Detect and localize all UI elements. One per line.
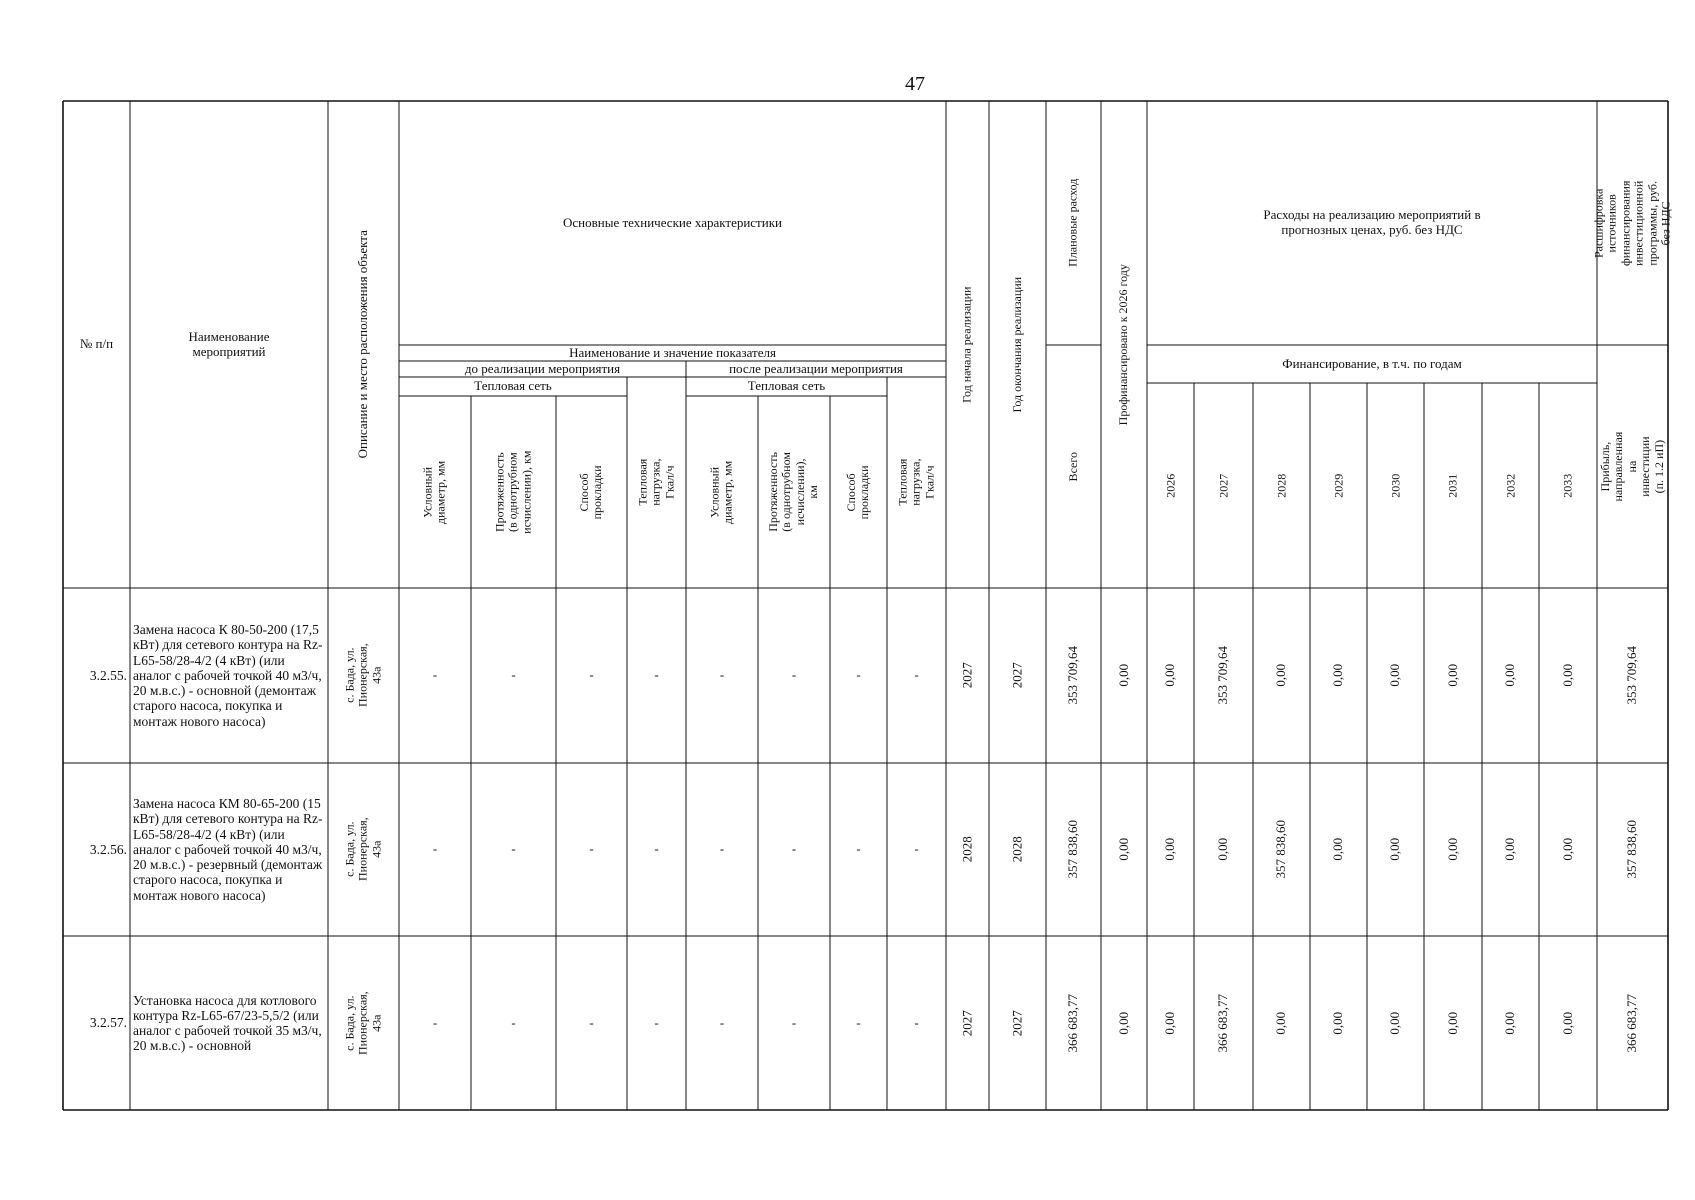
header-prefinanced-text: Профинансировано к 2026 году [1116,263,1131,426]
header-year-4-text: 2030 [1387,473,1402,498]
row-year-value-text: 357 838,60 [1273,820,1289,879]
row-no [63,763,130,936]
header-year-1-text: 2027 [1215,473,1230,498]
row-year-value-text: 0,00 [1215,838,1231,861]
row-tech-value [556,763,627,936]
header-length-before-text: Протяженность (в однотрубном исчислении), км [492,450,534,534]
header-load-after-text: Тепловая нагрузка, Гкал/ч [895,458,937,507]
row-tech-value [830,763,887,936]
row-year-value-text: 0,00 [1330,838,1346,861]
row-tech-value-text: - [914,667,919,683]
row-prefinanced-text: 0,00 [1115,1011,1131,1035]
row-location-text: с. Бада, ул. Пионерская, 43а [342,817,384,882]
header-total-text: Всего [1065,451,1080,482]
row-tech-value-text: - [432,841,438,857]
row-year-value-text: 0,00 [1273,664,1289,687]
header-year-start [946,101,989,588]
header-name-text: Наименование мероприятий [188,328,270,359]
row-prefinanced [1101,763,1147,936]
row-location [328,763,399,936]
row-total [1046,588,1101,763]
header-before [399,361,686,377]
row-year-value-text: 0,00 [1162,838,1178,861]
row-tech-value [556,936,627,1110]
header-load-before-text: Тепловая нагрузка, Гкал/ч [635,458,677,507]
row-tech-value-text: - [856,667,861,683]
row-year-start [946,936,989,1110]
header-method-before [556,396,627,588]
row-profit-text: 357 838,60 [1624,820,1640,879]
header-year-7 [1539,383,1597,588]
row-tech-value-text: - [654,841,659,857]
row-year-start-text: 2028 [959,836,975,863]
row-year-value [1482,588,1539,763]
row-year-value-text: 0,00 [1162,664,1178,687]
row-name-text: Замена насоса КМ 80-65-200 (15 кВт) для сетевого контура на Rz-L65-58/28-4/2 (4 кВт) (или аналог с рабочей точкой 40 м3/ч, 20 м.в.с.) - резервный (демонтаж старого насоса, покупка и монтаж нового насоса) [133,796,323,903]
row-tech-value [686,763,758,936]
row-year-value-text: 0,00 [1387,1011,1403,1035]
header-diameter-after [686,396,758,588]
header-net-before-text: Тепловая сеть [474,378,552,394]
row-tech-value [758,936,830,1110]
row-tech-value-text: - [791,1014,797,1030]
header-name [130,101,328,588]
header-location [328,101,399,588]
header-profit-text: Прибыль, направленная на инвестиции (п. 1.2 иП) [1597,431,1666,502]
row-prefinanced [1101,588,1147,763]
row-year-start [946,588,989,763]
header-load-before [627,377,686,588]
row-tech-value [887,936,946,1110]
row-tech-value [758,588,830,763]
row-year-value [1253,763,1310,936]
header-after [686,361,946,377]
row-tech-value [399,763,471,936]
row-year-end-text: 2027 [1009,662,1025,689]
row-tech-value [399,588,471,763]
row-year-value [1147,763,1194,936]
row-profit-text: 366 683,77 [1624,993,1640,1053]
header-year-1 [1194,383,1253,588]
row-year-value [1253,936,1310,1110]
header-year-5-text: 2031 [1445,473,1460,498]
header-tech-text: Основные технические характеристики [563,214,782,230]
header-method-before-text: Способ прокладки [577,465,605,519]
row-year-value [1194,588,1253,763]
row-year-start-text: 2027 [959,662,975,689]
header-profit [1597,345,1668,588]
row-name [130,936,328,1110]
header-financing-text: Финансирование, в т.ч. по годам [1282,355,1462,371]
row-year-value-text: 0,00 [1444,664,1460,687]
header-year-0-text: 2026 [1162,473,1177,498]
row-year-value [1147,936,1194,1110]
row-tech-value-text: - [914,841,919,857]
header-no-text: № п/п [79,336,114,352]
row-tech-value-text: - [914,1014,919,1030]
row-no [63,936,130,1110]
header-location-text: Описание и место расположения объекта [355,230,371,459]
header-after-text: после реализации мероприятия [729,360,903,376]
row-tech-value-text: - [791,667,797,683]
row-tech-value-text: - [511,841,516,857]
row-year-value-text: 0,00 [1444,838,1460,861]
row-year-value-text: 0,00 [1559,664,1575,687]
row-location [328,936,399,1110]
row-year-value [1310,588,1367,763]
row-year-end-text: 2027 [1009,1009,1025,1036]
row-name [130,763,328,936]
header-tech [399,101,946,345]
header-expenses-text: Расходы на реализацию мероприятий в прогнозных ценах, руб. без НДС [1263,207,1481,237]
row-no-text: 3.2.55. [89,667,127,683]
row-total [1046,936,1101,1110]
header-length-before [471,396,556,588]
header-method-after [830,396,887,588]
row-year-value-text: 353 709,64 [1215,646,1231,705]
row-tech-value [758,763,830,936]
row-year-value-text: 0,00 [1330,1011,1346,1035]
header-year-7-text: 2033 [1560,473,1575,498]
row-tech-value [471,763,556,936]
row-prefinanced-text: 0,00 [1115,664,1131,687]
row-year-value-text: 0,00 [1502,838,1518,861]
row-location [328,588,399,763]
header-before-text: до реализации мероприятия [464,360,621,376]
row-total-text: 366 683,77 [1065,993,1081,1053]
row-year-value [1194,936,1253,1110]
row-year-value-text: 0,00 [1444,1011,1460,1035]
header-diameter-before [399,396,471,588]
row-no-text: 3.2.56. [89,841,127,857]
row-tech-value [686,588,758,763]
header-diameter-after-text: Условный диаметр, мм [707,460,735,524]
header-no [63,101,130,588]
header-planned [1046,101,1101,345]
header-year-0 [1147,383,1194,588]
header-total [1046,345,1101,588]
row-tech-value-text: - [719,667,725,683]
row-year-value [1482,936,1539,1110]
row-total [1046,763,1101,936]
row-tech-value-text: - [654,667,659,683]
row-tech-value [830,936,887,1110]
header-diameter-before-text: Условный диаметр, мм [420,460,448,524]
row-tech-value [471,588,556,763]
header-year-end-text: Год окончания реализации [1009,276,1024,413]
header-year-6 [1482,383,1539,588]
header-year-end [989,101,1046,588]
header-net-before [399,377,627,396]
header-year-start-text: Год начала реализации [959,286,974,403]
row-year-value-text: 0,00 [1387,664,1403,687]
row-tech-value [627,936,686,1110]
row-year-end-text: 2028 [1009,836,1025,863]
row-name-text: Замена насоса К 80-50-200 (17,5 кВт) для сетевого контура на Rz-L65-58/28-4/2 (4 кВт) (или аналог с рабочей точкой 40 м3/ч, 20 м.в.с.) - основной (демонтаж старого насоса, покупка и монтаж нового насоса) [133,622,323,729]
row-year-value-text: 0,00 [1559,1011,1575,1035]
header-sources-text: Расшифровка источников финансирования инвестиционной программы, руб. без НДС [1591,180,1673,266]
header-expenses [1147,101,1597,345]
row-year-value-text: 0,00 [1387,838,1403,861]
row-tech-value-text: - [856,1014,861,1030]
row-profit [1597,763,1668,936]
row-year-value [1539,936,1597,1110]
header-year-6-text: 2032 [1502,473,1517,498]
header-net-after [686,377,887,396]
row-tech-value [399,936,471,1110]
row-year-value [1194,763,1253,936]
row-no-text: 3.2.57. [89,1015,127,1031]
row-year-value [1482,763,1539,936]
row-tech-value-text: - [719,841,725,857]
row-tech-value [887,588,946,763]
row-tech-value [627,588,686,763]
header-net-after-text: Тепловая сеть [747,378,826,394]
row-year-value [1253,588,1310,763]
header-length-after-text: Протяженность (в однотрубном исчислении), км [766,452,821,532]
header-year-2-text: 2028 [1273,473,1288,498]
row-tech-value-text: - [432,667,438,683]
header-prefinanced [1101,101,1147,588]
row-tech-value-text: - [589,1014,594,1030]
row-tech-value-text: - [791,841,797,857]
row-tech-value [471,936,556,1110]
header-length-after [758,396,830,588]
row-no [63,588,130,763]
header-year-5 [1424,383,1482,588]
header-year-2 [1253,383,1310,588]
header-year-4 [1367,383,1424,588]
row-name [130,588,328,763]
header-financing [1147,345,1597,383]
row-tech-value-text: - [511,667,516,683]
header-indicator [399,345,946,361]
row-year-value-text: 0,00 [1559,838,1575,861]
row-year-value [1367,763,1424,936]
row-year-value [1539,588,1597,763]
row-tech-value-text: - [511,1014,516,1030]
row-tech-value-text: - [589,841,594,857]
row-tech-value [627,763,686,936]
row-total-text: 353 709,64 [1065,646,1081,705]
row-tech-value-text: - [589,667,594,683]
row-tech-value [686,936,758,1110]
row-profit-text: 353 709,64 [1624,646,1640,705]
row-total-text: 357 838,60 [1065,820,1081,879]
row-year-value-text: 0,00 [1162,1011,1178,1035]
row-location-text: с. Бада, ул. Пионерская, 43а [342,991,384,1055]
row-year-value [1424,588,1482,763]
row-tech-value-text: - [856,841,861,857]
row-year-value-text: 0,00 [1502,664,1518,687]
row-tech-value [830,588,887,763]
page-number: 47 [905,73,925,95]
row-year-value [1367,588,1424,763]
row-year-value [1424,763,1482,936]
row-tech-value [887,763,946,936]
row-tech-value-text: - [432,1014,438,1030]
row-prefinanced-text: 0,00 [1115,838,1131,861]
row-year-value [1539,763,1597,936]
row-year-end [989,936,1046,1110]
header-sources [1591,101,1673,345]
row-year-value-text: 0,00 [1273,1011,1289,1035]
header-planned-text: Плановые расход [1065,178,1080,268]
header-year-3 [1310,383,1367,588]
row-year-start [946,763,989,936]
row-name-text: Установка насоса для котлового контура Rz-L65-67/23-5,5/2 (или аналог с рабочей точкой 35 м3/ч, 20 м.в.с.) - основной [133,992,322,1054]
header-year-3-text: 2029 [1330,473,1345,498]
row-year-start-text: 2027 [959,1009,975,1036]
row-year-end [989,763,1046,936]
header-load-after [887,377,946,588]
row-year-value [1310,763,1367,936]
row-profit [1597,588,1668,763]
row-tech-value [556,588,627,763]
header-indicator-text: Наименование и значение показателя [569,344,776,360]
row-tech-value-text: - [719,1014,725,1030]
row-prefinanced [1101,936,1147,1110]
row-year-end [989,588,1046,763]
row-location-text: с. Бада, ул. Пионерская, 43а [342,643,384,708]
row-tech-value-text: - [654,1014,659,1030]
header-method-after-text: Способ прокладки [844,465,872,519]
row-year-value [1310,936,1367,1110]
row-year-value [1424,936,1482,1110]
row-year-value-text: 366 683,77 [1215,993,1231,1053]
row-profit [1597,936,1668,1110]
row-year-value [1147,588,1194,763]
row-year-value-text: 0,00 [1502,1011,1518,1035]
row-year-value-text: 0,00 [1330,664,1346,687]
row-year-value [1367,936,1424,1110]
